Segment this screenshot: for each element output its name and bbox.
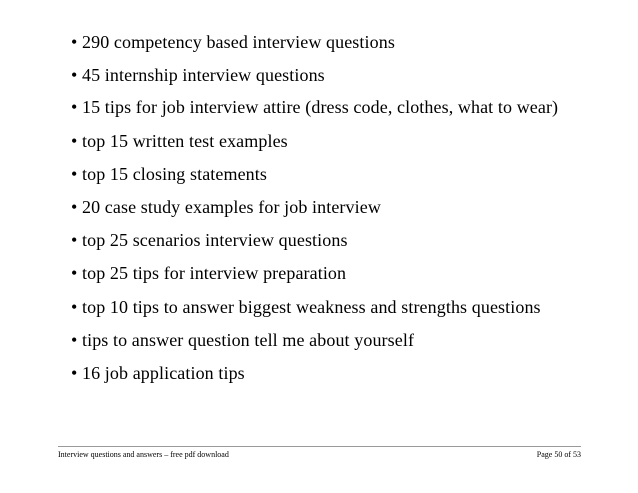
page-footer <box>58 446 581 460</box>
list-item: • 15 tips for job interview attire (dress code, clothes, what to wear) <box>71 97 559 118</box>
list-item: • top 25 scenarios interview questions <box>71 230 348 251</box>
list-item: • 290 competency based interview questions <box>71 32 395 52</box>
list-item: • top 15 closing statements <box>71 163 267 184</box>
list-item: • 20 case study examples for job interview <box>71 196 381 217</box>
list-item: • top 10 tips to answer biggest weakness and strengths questions <box>71 296 541 317</box>
page-number: Page 50 of 53 <box>536 450 581 459</box>
list-item: • 45 internship interview questions <box>71 65 325 86</box>
footer-title: Interview questions and answers – free pdf download <box>58 450 229 459</box>
list-item: • top 25 tips for interview preparation <box>71 263 347 284</box>
list-item: • top 15 written test examples <box>71 130 288 151</box>
list-item: • 16 job application tips <box>71 362 245 383</box>
bullet-list <box>71 30 571 394</box>
list-item: • tips to answer question tell me about yourself <box>71 329 415 350</box>
